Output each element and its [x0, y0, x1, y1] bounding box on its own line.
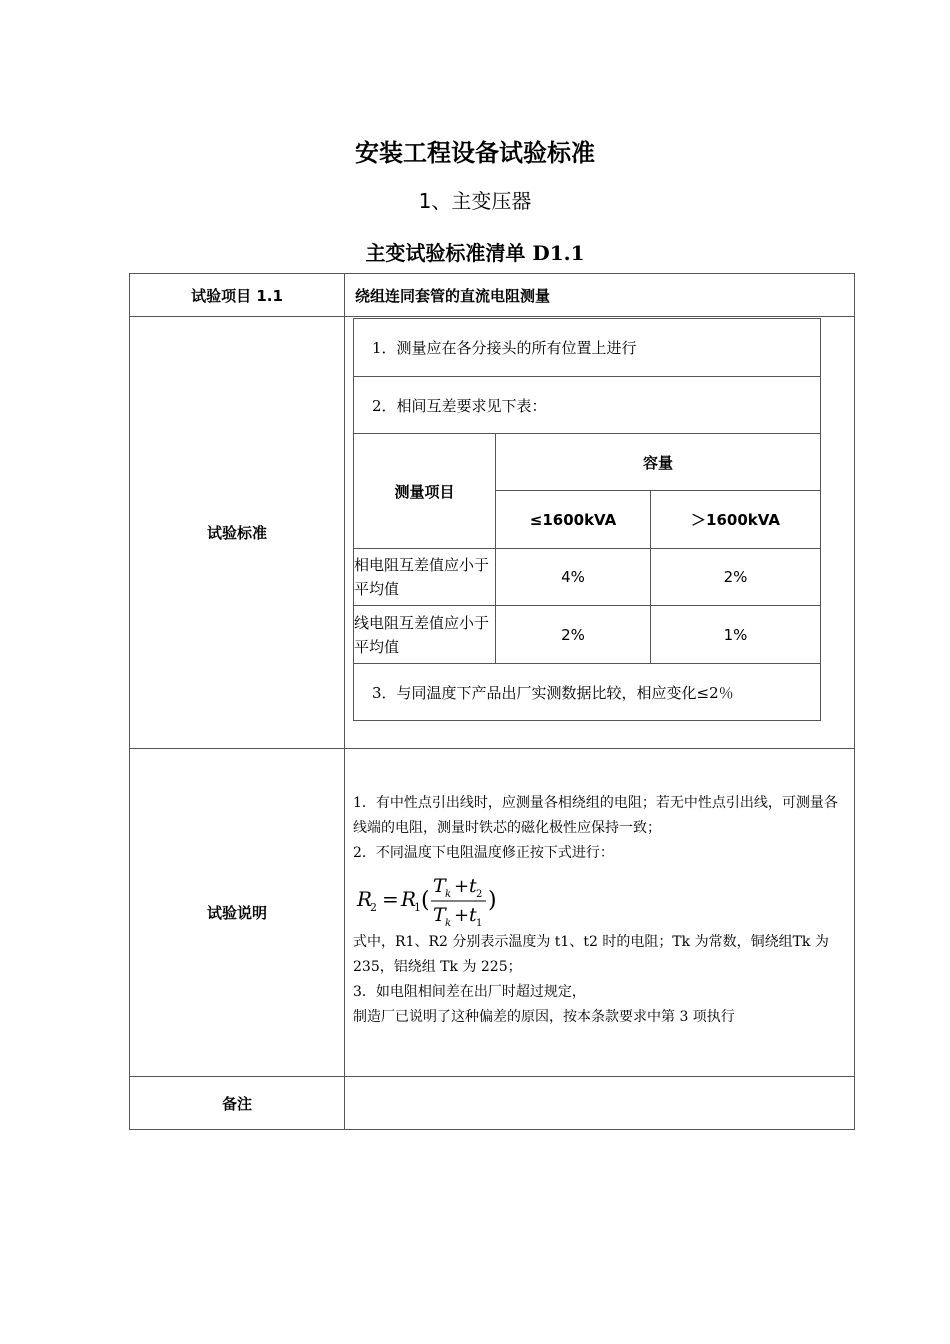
- item-label: 试验项目 1.1: [130, 274, 345, 317]
- description-paragraph-3: 式中，R1、R2 分别表示温度为 t1、t2 时的电阻；Tk 为常数，铜绕组Tk 为 235，铝绕组 Tk 为 225；: [353, 934, 829, 975]
- svg-text:2: 2: [476, 889, 483, 900]
- item-value: 绕组连同套管的直流电阻测量: [345, 274, 855, 317]
- remarks-label: 备注: [130, 1077, 345, 1130]
- temperature-correction-formula: [355, 870, 848, 928]
- standard-cell: [345, 317, 855, 749]
- svg-text:): ): [488, 888, 497, 913]
- table-row: [354, 549, 821, 606]
- svg-text:R: R: [357, 887, 373, 911]
- column-header-capacity: 容量: [496, 434, 821, 491]
- section-title: 1、主变压器: [418, 189, 532, 213]
- table-row-standard: [130, 317, 855, 749]
- row-value-low: 2%: [496, 606, 651, 664]
- table-row-description: [130, 749, 855, 1077]
- description-label: 试验说明: [130, 749, 345, 1077]
- row-value-high: 1%: [651, 606, 821, 664]
- standard-line-2: 2．相间互差要求见下表：: [354, 377, 821, 434]
- svg-text:R: R: [401, 887, 417, 911]
- remarks-value: [345, 1077, 855, 1130]
- svg-text:t: t: [469, 875, 477, 897]
- list-title: 主变试验标准清单 D1.1: [365, 241, 585, 265]
- column-header-low: ≤1600kVA: [496, 491, 651, 549]
- column-header-item: 测量项目: [354, 434, 496, 549]
- standard-label: 试验标准: [130, 317, 345, 749]
- table-row: [354, 606, 821, 664]
- svg-text:k: k: [445, 889, 452, 900]
- description-paragraph-4: 3．如电阻相间差在出厂时超过规定，: [353, 984, 586, 1000]
- row-label: 线电阻互差值应小于平均值: [354, 606, 496, 664]
- standard-line-1: 1．测量应在各分接头的所有位置上进行: [354, 319, 821, 377]
- svg-text:=: =: [382, 887, 399, 911]
- svg-text:(: (: [421, 888, 430, 913]
- description-cell: [345, 749, 855, 1077]
- resistance-tolerance-table: [353, 318, 821, 721]
- description-paragraph-2: 2．不同温度下电阻温度修正按下式进行：: [353, 845, 614, 861]
- row-value-high: 2%: [651, 549, 821, 606]
- standard-line-3: 3．与同温度下产品出厂实测数据比较，相应变化≤2％: [354, 664, 821, 721]
- column-header-high: ＞1600kVA: [651, 491, 821, 549]
- row-label: 相电阻互差值应小于平均值: [354, 549, 496, 606]
- table-row-remarks: [130, 1077, 855, 1130]
- svg-text:T: T: [433, 904, 446, 926]
- formula-graphic: [355, 870, 515, 928]
- document-title: 安装工程设备试验标准: [355, 138, 595, 167]
- description-paragraph-5: 制造厂已说明了这种偏差的原因，按本条款要求中第 3 项执行: [353, 1009, 735, 1025]
- row-value-low: 4%: [496, 549, 651, 606]
- svg-text:k: k: [445, 918, 452, 928]
- svg-text:1: 1: [414, 901, 421, 914]
- svg-text:+: +: [454, 905, 470, 926]
- svg-text:2: 2: [370, 901, 377, 914]
- test-standard-table: [129, 273, 855, 1130]
- svg-text:t: t: [469, 904, 477, 926]
- svg-text:+: +: [454, 876, 470, 897]
- table-row-item: [130, 274, 855, 317]
- svg-text:T: T: [433, 875, 446, 897]
- description-paragraph-1: 1．有中性点引出线时，应测量各相绕组的电阻；若无中性点引出线，可测量各线端的电阻，测量时铁芯的磁化极性应保持一致；: [353, 795, 838, 836]
- svg-text:1: 1: [476, 918, 483, 928]
